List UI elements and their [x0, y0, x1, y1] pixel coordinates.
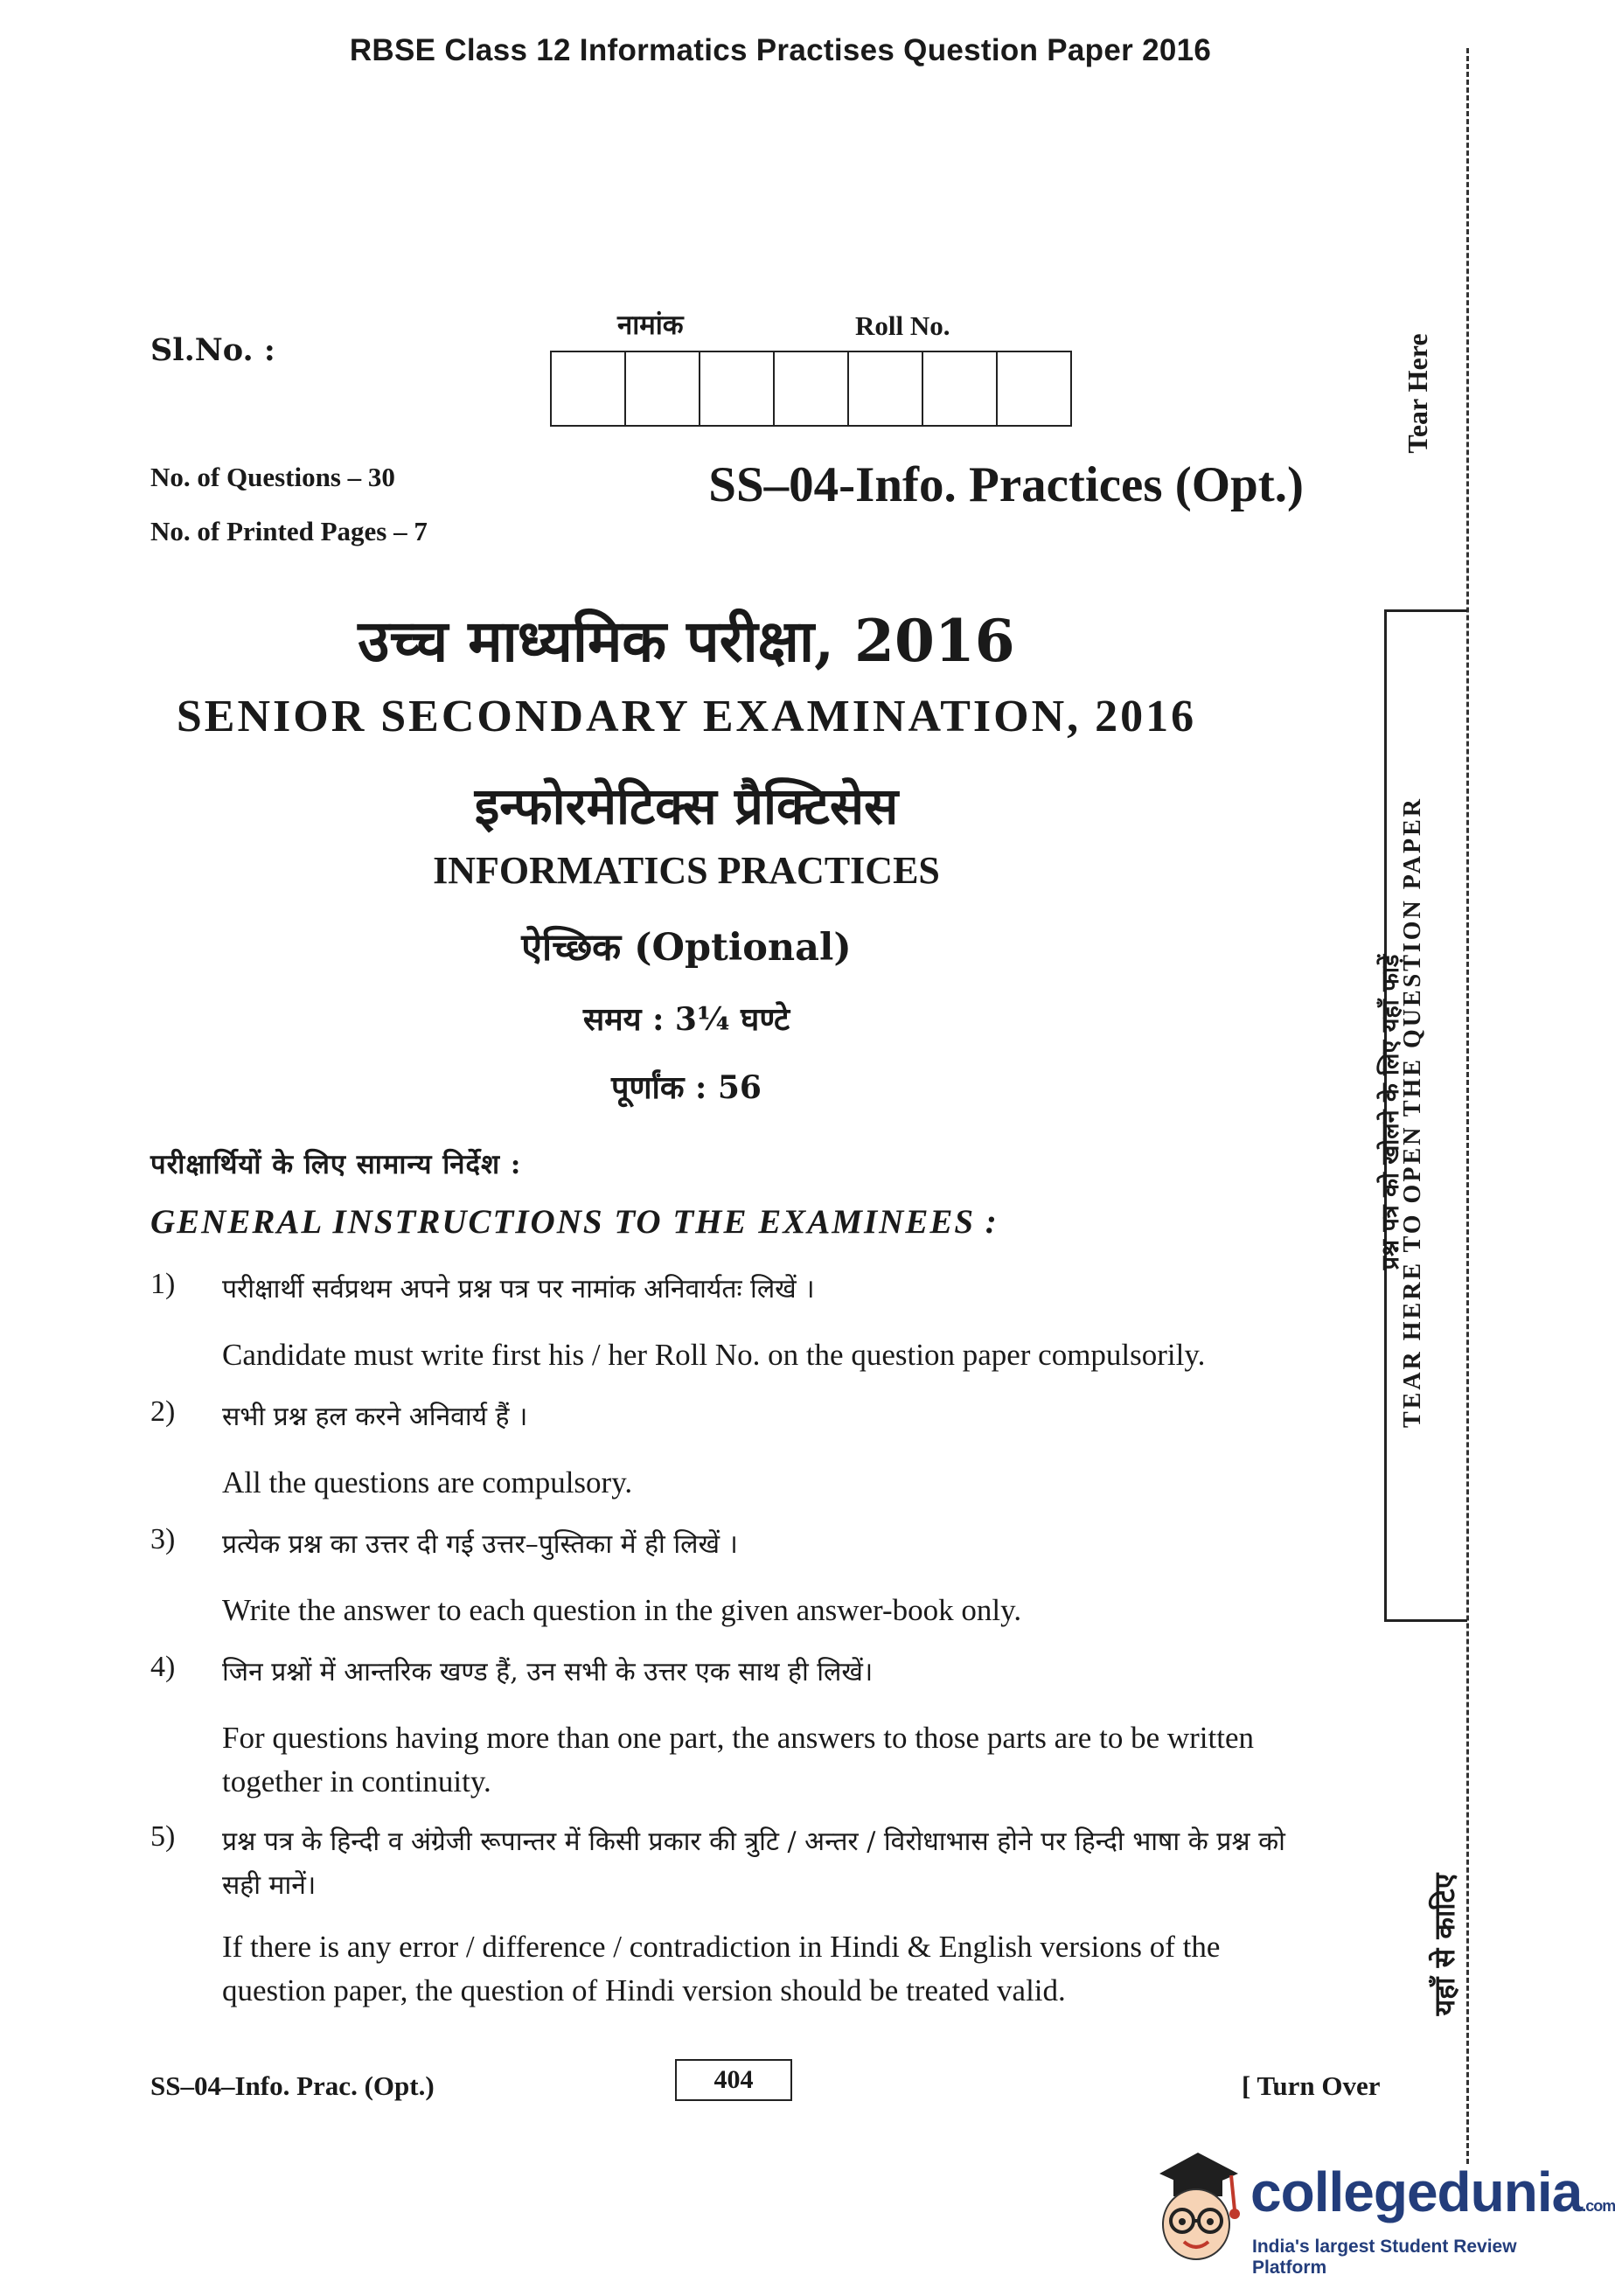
instruction-number: 1): [150, 1268, 176, 1300]
footer-paper-code: SS–04–Info. Prac. (Opt.): [150, 2070, 435, 2101]
page-header-title: RBSE Class 12 Informatics Practises Question Paper 2016: [349, 33, 1212, 67]
maximum-marks: पूर्णांक : 56: [611, 1069, 762, 1106]
turn-over-label: [ Turn Over: [1242, 2070, 1381, 2101]
time-allowed: समय : 3¼ घण्टे: [582, 1001, 790, 1038]
paper-code: SS–04-Info. Practices (Opt.): [708, 457, 1304, 512]
optional-label: ऐच्छिक (Optional): [521, 926, 852, 970]
instruction-text: Write the answer to each question in the given answer-book only.: [222, 1593, 1022, 1627]
instruction-text: All the questions are compulsory.: [222, 1465, 633, 1499]
serial-number-label: Sl.No. :: [150, 332, 275, 368]
tear-instruction-label-hindi: प्रश्न पत्र को खोलने के लिए यहाँ फाड़ें: [1377, 954, 1404, 1270]
roll-number-label: Roll No.: [855, 310, 950, 341]
exam-title: SENIOR SECONDARY EXAMINATION, 2016: [176, 692, 1197, 741]
cut-here-label-hindi: यहाँ से काटिए: [1428, 1873, 1461, 2016]
roll-digit-box: [996, 351, 1072, 427]
instructions-heading: GENERAL INSTRUCTIONS TO THE EXAMINEES :: [150, 1203, 999, 1241]
roll-digit-box: [922, 351, 998, 427]
roll-number-label-hindi: नामांक: [617, 310, 684, 341]
roll-digit-box: [699, 351, 775, 427]
roll-number-boxes: [552, 351, 1072, 427]
instruction-text-hindi: सभी प्रश्न हल करने अनिवार्य हैं ।: [222, 1402, 528, 1432]
brand-suffix: .com: [1582, 2197, 1615, 2215]
exam-title-hindi: उच्च माध्यमिक परीक्षा, 2016: [358, 607, 1015, 675]
roll-digit-box: [550, 351, 626, 427]
instruction-text: If there is any error / difference / contradiction in Hindi & English versions of the question paper, the question of Hindi version should be treated valid.: [222, 1930, 1221, 2007]
subject-title-hindi: इन्फोरमेटिक्स प्रैक्टिसेस: [474, 776, 899, 836]
instruction-text-hindi: प्रत्येक प्रश्न का उत्तर दी गई उत्तर–पुस्तिका में ही लिखें ।: [222, 1529, 738, 1560]
instruction-text-hindi: परीक्षार्थी सर्वप्रथम अपने प्रश्न पत्र पर नामांक अनिवार्यतः लिखें ।: [222, 1274, 815, 1305]
tear-instruction-label: TEAR HERE TO OPEN THE QUESTION PAPER: [1399, 796, 1426, 1429]
roll-digit-box: [624, 351, 700, 427]
brand-tagline: India's largest Student Review Platform: [1252, 2237, 1517, 2278]
roll-digit-box: [773, 351, 849, 427]
tear-here-label: Tear Here: [1402, 333, 1433, 454]
student-mascot-icon: [1144, 2139, 1247, 2270]
instruction-number: 3): [150, 1523, 176, 1555]
number-of-questions: No. of Questions – 30: [150, 462, 395, 492]
instruction-text-hindi: प्रश्न पत्र के हिन्दी व अंग्रेजी रूपान्तर में किसी प्रकार की त्रुटि / अन्तर / विरोधाभास होने पर हिन्दी भाषा के प्रश्न को सही मानें।: [222, 1826, 1285, 1901]
number-of-pages: No. of Printed Pages – 7: [150, 516, 428, 546]
brand-logo[interactable]: [1250, 2160, 1615, 2224]
brand-name: collegedunia: [1250, 2160, 1583, 2223]
instruction-text-hindi: जिन प्रश्नों में आन्तरिक खण्ड हैं, उन सभी के उत्तर एक साथ ही लिखें।: [222, 1657, 874, 1687]
roll-digit-box: [847, 351, 923, 427]
subject-title: INFORMATICS PRACTICES: [433, 849, 940, 892]
instructions-heading-hindi: परीक्षार्थियों के लिए सामान्य निर्देश :: [150, 1149, 522, 1180]
instruction-number: 5): [150, 1820, 176, 1853]
page-number-box: 404: [675, 2059, 792, 2101]
instruction-number: 4): [150, 1651, 176, 1683]
instruction-text: For questions having more than one part, the answers to those parts are to be written together in continuity.: [222, 1721, 1254, 1799]
instruction-number: 2): [150, 1395, 176, 1428]
instruction-text: Candidate must write first his / her Roll No. on the question paper compulsorily.: [222, 1338, 1206, 1372]
